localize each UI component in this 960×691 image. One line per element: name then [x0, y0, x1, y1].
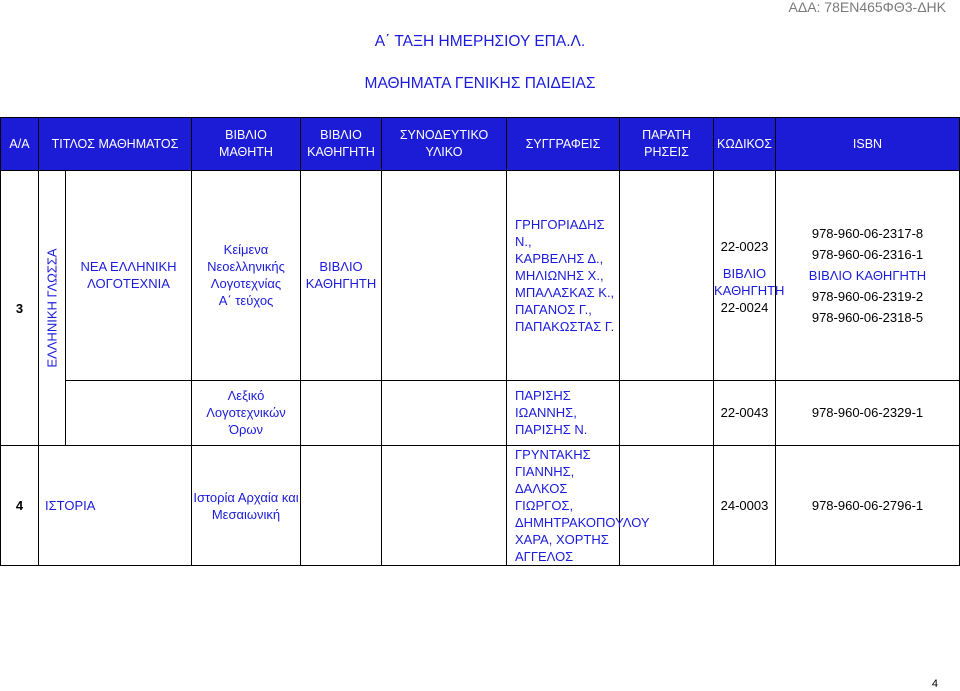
- code-cell: 22-0043: [714, 380, 776, 445]
- code-cell: 22-0023 ΒΙΒΛΙΟ ΚΑΘΗΓΗΤΗ 22-0024: [714, 171, 776, 381]
- aux-material: [382, 380, 507, 445]
- page-subtitle: ΜΑΘΗΜΑΤΑ ΓΕΝΙΚΗΣ ΠΑΙΔΕΙΑΣ: [364, 75, 596, 92]
- notes: [620, 171, 714, 381]
- teacher-book: [301, 446, 382, 566]
- header-isbn: ISBN: [776, 118, 960, 171]
- table-row: [1, 171, 960, 381]
- code-cell: 24-0003: [714, 446, 776, 566]
- subject-cell: [39, 171, 66, 446]
- header-student-book: ΒΙΒΛΙΟ ΜΑΘΗΤΗ: [192, 118, 301, 171]
- books-table: [0, 117, 960, 566]
- notes: [620, 446, 714, 566]
- table-row: [1, 380, 960, 445]
- header-aux-material: ΣΥΝΟΔΕΥΤΙΚΟ ΥΛΙΚΟ: [382, 118, 507, 171]
- header-authors: ΣΥΓΓΡΑΦΕΙΣ: [507, 118, 620, 171]
- row-number: 3: [1, 171, 39, 446]
- authors-list: ΓΡΥΝΤΑΚΗΣ ΓΙΑΝΝΗΣ, ΔΑΛΚΟΣ ΓΙΩΡΓΟΣ, ΔΗΜΗΤΡΑΚΟΠΟΥΛΟΥ ΧΑΡΑ, ΧΟΡΤΗΣ ΑΓΓΕΛΟΣ: [507, 446, 620, 566]
- aux-material: [382, 446, 507, 566]
- ada-code: ΑΔΑ: 78ΕΝ465ΦΘ3-ΔΗΚ: [788, 0, 946, 15]
- table-row: [1, 446, 960, 566]
- notes: [620, 380, 714, 445]
- page-number: 4: [931, 678, 938, 690]
- authors-list: ΓΡΗΓΟΡΙΑΔΗΣ Ν., ΚΑΡΒΕΛΗΣ Δ., ΜΗΛΙΩΝΗΣ Χ., ΜΠΑΛΑΣΚΑΣ Κ., ΠΑΓΑΝΟΣ Γ., ΠΑΠΑΚΩΣΤΑΣ Γ.: [507, 171, 620, 381]
- row-number: 4: [1, 446, 39, 566]
- header-code: ΚΩΔΙΚΟΣ: [714, 118, 776, 171]
- student-book: Ιστορία Αρχαία και Μεσαιωνική: [192, 446, 301, 566]
- table-header-row: [1, 118, 960, 171]
- page-title: Α΄ ΤΑΞΗ ΗΜΕΡΗΣΙΟΥ ΕΠΑ.Λ.: [374, 33, 586, 50]
- course-title: ΙΣΤΟΡΙΑ: [39, 446, 192, 566]
- header-title: ΤΙΤΛΟΣ ΜΑΘΗΜΑΤΟΣ: [39, 118, 192, 171]
- isbn-cell: 978-960-06-2796-1: [776, 446, 960, 566]
- student-book: Λεξικό Λογοτεχνικών Όρων: [192, 380, 301, 445]
- subject-label: ΕΛΛΗΝΙΚΗ ΓΛΩΣΣΑ: [44, 248, 60, 368]
- header-teacher-book: ΒΙΒΛΙΟ ΚΑΘΗΓΗΤΗ: [301, 118, 382, 171]
- teacher-book: [301, 380, 382, 445]
- aux-material: [382, 171, 507, 381]
- header-aa: Α/Α: [1, 118, 39, 171]
- course-title: ΝΕΑ ΕΛΛΗΝΙΚΗ ΛΟΓΟΤΕΧΝΙΑ: [66, 171, 192, 381]
- authors-list: ΠΑΡΙΣΗΣ ΙΩΑΝΝΗΣ, ΠΑΡΙΣΗΣ Ν.: [507, 380, 620, 445]
- isbn-cell: 978-960-06-2329-1: [776, 380, 960, 445]
- header-notes: ΠΑΡΑΤΗ ΡΗΣΕΙΣ: [620, 118, 714, 171]
- course-title: [66, 380, 192, 445]
- isbn-cell: 978-960-06-2317-8 978-960-06-2316-1 ΒΙΒΛΙΟ ΚΑΘΗΓΗΤΗ 978-960-06-2319-2 978-960-06-2318-5: [776, 171, 960, 381]
- teacher-book: ΒΙΒΛΙΟ ΚΑΘΗΓΗΤΗ: [301, 171, 382, 381]
- student-book: Κείμενα Νεοελληνικής Λογοτεχνίας Α΄ τεύχος: [192, 171, 301, 381]
